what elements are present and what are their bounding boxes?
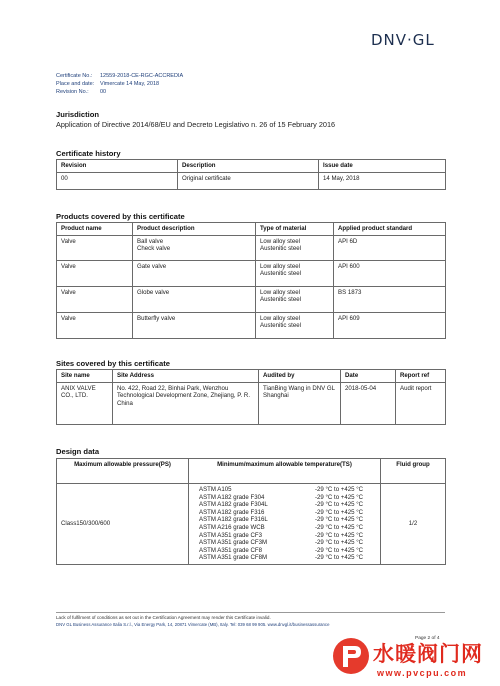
- footer-disclaimer: Lack of fulfilment of conditions as set out in the Certification Agreement may render this Certificate invalid.: [56, 615, 271, 620]
- grade-row: ASTM A351 grade CF3 -29 °C to +425 °C: [199, 531, 364, 539]
- product-name: Valve: [57, 235, 133, 260]
- site-date: 2018-05-04: [341, 382, 396, 424]
- header-cell: Date: [341, 370, 396, 383]
- header-cell: Product name: [57, 223, 133, 236]
- product-standard: BS 1873: [334, 286, 446, 312]
- product-description: Globe valve: [133, 286, 256, 312]
- page-number: Page 2 of 4: [415, 636, 440, 641]
- product-name: Valve: [57, 312, 133, 338]
- grade-row: ASTM A351 grade CF8M -29 °C to +425 °C: [199, 554, 364, 562]
- design-table: [56, 458, 446, 565]
- header-cell: Audited by: [259, 370, 341, 383]
- product-material: Low alloy steel Austenitic steel: [256, 286, 334, 312]
- products-title: Products covered by this certificate: [56, 212, 185, 221]
- grade-row: ASTM A216 grade WCB -29 °C to +425 °C: [199, 523, 364, 531]
- table-row: [57, 172, 446, 189]
- grade-row: ASTM A182 grade F304L -29 °C to +425 °C: [199, 501, 364, 509]
- grade-row: ASTM A182 grade F304 -29 °C to +425 °C: [199, 493, 364, 501]
- header-cell: Site name: [57, 370, 113, 383]
- product-standard: API 600: [334, 260, 446, 286]
- table-cell: 14 May, 2018: [319, 172, 446, 189]
- jurisdiction-text: Application of Directive 2014/68/EU and Decreto Legislativo n. 26 of 15 February 2016: [56, 120, 336, 129]
- sites-table: [56, 369, 446, 425]
- product-description: Gate valve: [133, 260, 256, 286]
- history-table: [56, 159, 446, 190]
- site-name: ANIX VALVE CO., LTD.: [57, 382, 113, 424]
- product-description: Ball valve Check valve: [133, 235, 256, 260]
- header-cell: Report ref: [396, 370, 446, 383]
- table-cell: Original certificate: [178, 172, 319, 189]
- header-cell: Type of material: [256, 223, 334, 236]
- table-cell: 00: [57, 172, 178, 189]
- certificate-meta: [56, 72, 183, 97]
- table-header-row: [57, 223, 446, 236]
- meta-certificate-no: Certificate No.: 12559-2018-CE-RGC-ACCREDIA: [56, 73, 184, 79]
- header-cell: Applied product standard: [334, 223, 446, 236]
- table-header-row: [57, 370, 446, 383]
- product-description: Butterfly valve: [133, 312, 256, 338]
- header-cell: Site Address: [113, 370, 259, 383]
- table-row: [57, 260, 446, 286]
- header-cell: Fluid group: [381, 459, 446, 484]
- site-address: No. 422, Road 22, Binhai Park, Wenzhou Technological Development Zone, Zhejiang, P. R. China: [113, 382, 259, 424]
- temperature-grades: [189, 484, 381, 565]
- product-material: Low alloy steel Austenitic steel: [256, 260, 334, 286]
- header-cell: Issue date: [319, 160, 446, 173]
- header-cell: Maximum allowable pressure(PS): [57, 459, 189, 484]
- watermark: [333, 636, 500, 686]
- product-name: Valve: [57, 286, 133, 312]
- products-table: [56, 222, 446, 339]
- meta-place-date: Place and date: Vimercate 14 May, 2018: [56, 81, 160, 88]
- grade-row: ASTM A351 grade CF3M -29 °C to +425 °C: [199, 539, 364, 547]
- footer-divider: [56, 612, 445, 613]
- table-header-row: [57, 160, 446, 173]
- grade-row: ASTM A182 grade F316 -29 °C to +425 °C: [199, 508, 364, 516]
- watermark-logo-icon: [333, 638, 369, 674]
- grade-row: ASTM A182 grade F316L -29 °C to +425 °C: [199, 516, 364, 524]
- pressure-value: Class150/300/600: [57, 484, 189, 565]
- jurisdiction-title: Jurisdiction: [56, 110, 100, 119]
- table-header-row: [57, 459, 446, 484]
- fluid-group-value: 1/2: [381, 484, 446, 565]
- table-row: [57, 382, 446, 424]
- design-title: Design data: [56, 447, 100, 456]
- product-material: Low alloy steel Austenitic steel: [256, 312, 334, 338]
- header-cell: Product description: [133, 223, 256, 236]
- grade-row: ASTM A105 -29 °C to +425 °C: [199, 486, 364, 493]
- table-row: [57, 484, 446, 565]
- footer-address: DNV GL Business Assurance Italia S.r.l., Via Energy Park, 14, 20871 Vimercate (MB), Italy. Tel: 039 68 99 905. www.dnvgl.it/businessassurance: [56, 622, 330, 627]
- table-row: [57, 286, 446, 312]
- site-audited-by: TianBing Wang in DNV GL Shanghai: [259, 382, 341, 424]
- site-report-ref: Audit report: [396, 382, 446, 424]
- history-title: Certificate history: [56, 149, 121, 158]
- dnv-gl-logo: DNV·GL: [371, 31, 435, 49]
- product-material: Low alloy steel Austenitic steel: [256, 235, 334, 260]
- header-cell: Revision: [57, 160, 178, 173]
- watermark-url: www.pvcpu.com: [377, 668, 468, 678]
- table-row: [57, 235, 446, 260]
- product-standard: API 6D: [334, 235, 446, 260]
- table-row: [57, 312, 446, 338]
- grade-row: ASTM A351 grade CF8 -29 °C to +425 °C: [199, 546, 364, 554]
- header-cell: Minimum/maximum allowable temperature(TS): [189, 459, 381, 484]
- watermark-symbol-icon: [333, 638, 369, 674]
- sites-title: Sites covered by this certificate: [56, 359, 170, 368]
- watermark-title: 水暖阀门网: [373, 642, 483, 666]
- product-standard: API 609: [334, 312, 446, 338]
- meta-revision: Revision No.: 00: [56, 89, 107, 96]
- product-name: Valve: [57, 260, 133, 286]
- header-cell: Description: [178, 160, 319, 173]
